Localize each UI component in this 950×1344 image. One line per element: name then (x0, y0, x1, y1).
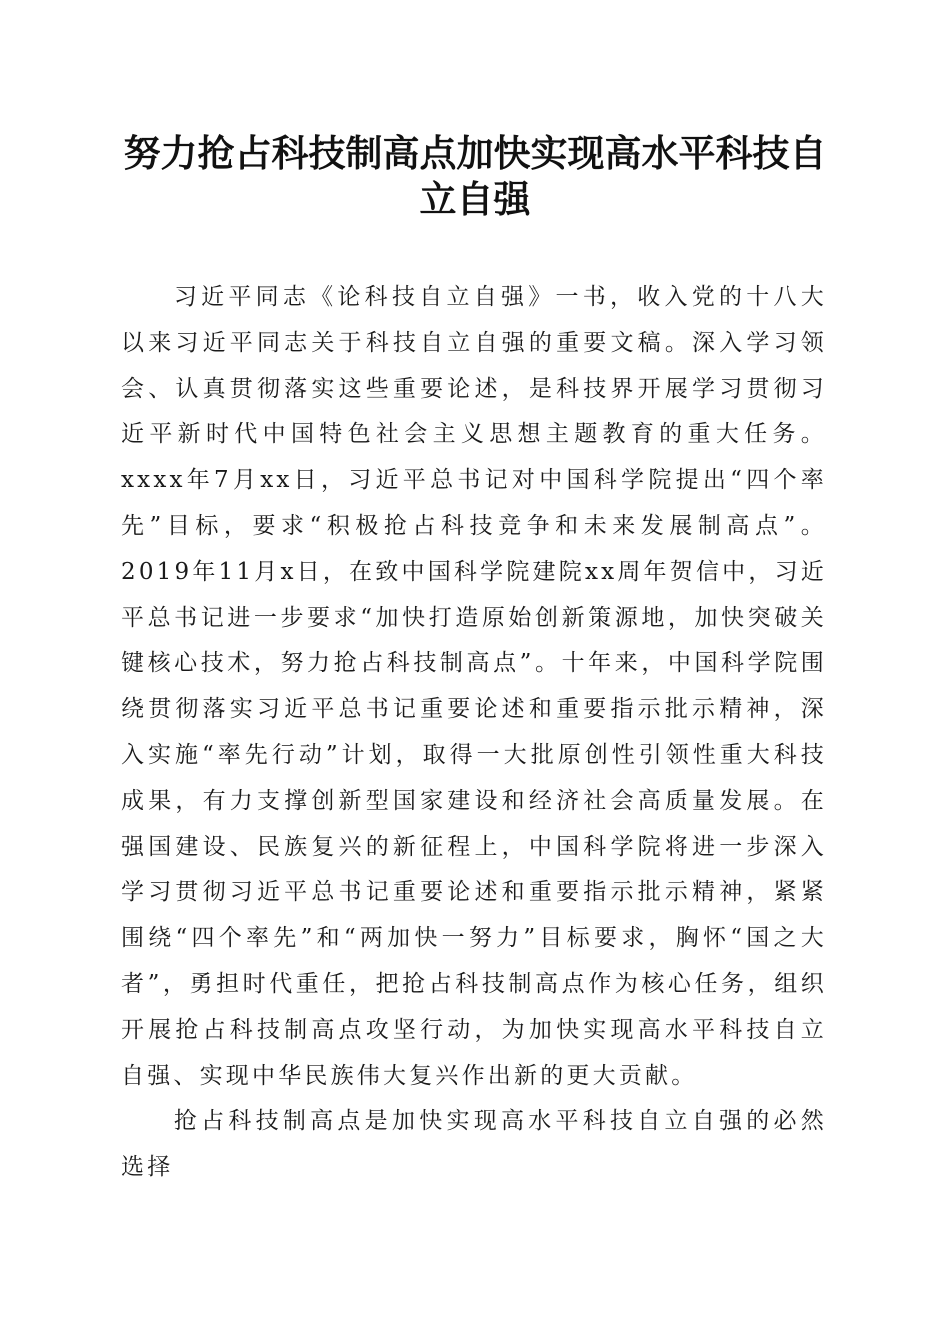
document-title: 努力抢占科技制高点加快实现高水平科技自立自强 (123, 131, 827, 221)
document-body (121, 275, 827, 1191)
paragraph-2: 抢占科技制高点是加快实现高水平科技自立自强的必然选择 (121, 1108, 827, 1181)
paragraph-1: 习近平同志《论科技自立自强》一书，收入党的十八大以来习近平同志关于科技自立自强的重要文稿。深入学习领会、认真贯彻落实这些重要论述，是科技界开展学习贯彻习近平新时代中国特色社会主义思想主题教育的重大任务。xxxx年7月xx日，习近平总书记对中国科学院提出“四个率先”目标，要求“积极抢占科技竞争和未来发展制高点”。2019年11月x日，在致中国科学院建院xx周年贺信中，习近平总书记进一步要求“加快打造原始创新策源地，加快突破关键核心技术，努力抢占科技制高点”。十年来，中国科学院围绕贯彻落实习近平总书记重要论述和重要指示批示精神，深入实施“率先行动”计划，取得一大批原创性引领性重大科技成果，有力支撑创新型国家建设和经济社会高质量发展。在强国建设、民族复兴的新征程上，中国科学院将进一步深入学习贯彻习近平总书记重要论述和重要指示批示精神，紧紧围绕“四个率先”和“两加快一努力”目标要求，胸怀“国之大者”，勇担时代重任，把抢占科技制高点作为核心任务，组织开展抢占科技制高点攻坚行动，为加快实现高水平科技自立自强、实现中华民族伟大复兴作出新的更大贡献。 (121, 284, 827, 1089)
